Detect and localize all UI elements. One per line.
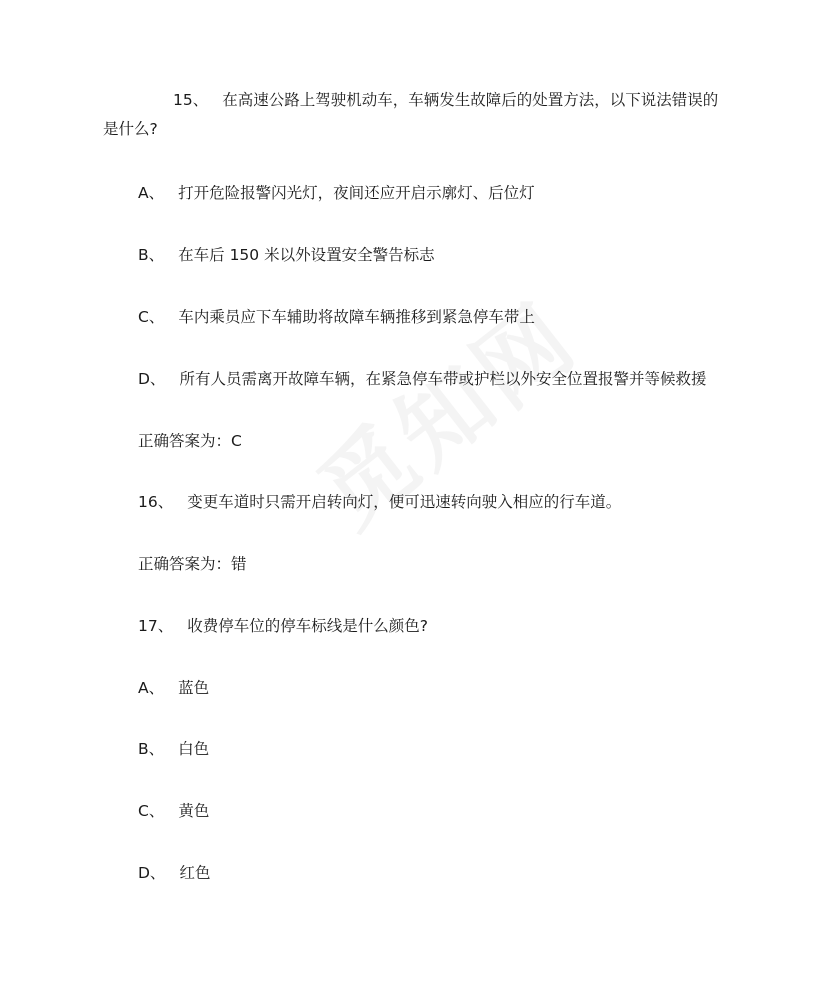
option-a [138,182,535,204]
option-letter: C、 [138,802,165,820]
answer-16: 正确答案为：错 [138,555,247,573]
option-c [138,306,535,328]
option-letter: B、 [138,740,165,758]
option-letter: D、 [138,864,166,882]
option-text: 打开危险报警闪光灯，夜间还应开启示廓灯、后位灯 [178,184,535,202]
option-b [138,244,435,266]
option-c [138,800,209,822]
question-15 [103,86,723,144]
question-number: 16、 [138,493,174,511]
option-letter: B、 [138,246,165,264]
question-number: 15、 [173,91,209,109]
option-letter: D、 [138,370,166,388]
question-text: 变更车道时只需开启转向灯，便可迅速转向驶入相应的行车道。 [187,493,622,511]
option-text: 蓝色 [178,679,210,697]
option-d [138,862,210,884]
option-text: 白色 [178,740,210,758]
option-letter: C、 [138,308,165,326]
option-letter: A、 [138,184,165,202]
option-text: 所有人员需离开故障车辆，在紧急停车带或护栏以外安全位置报警并等候救援 [179,370,707,388]
option-a [138,677,209,699]
question-number: 17、 [138,617,174,635]
option-text: 红色 [179,864,211,882]
answer-15: 正确答案为：C [138,432,242,450]
question-text: 在高速公路上驾驶机动车，车辆发生故障后的处置方法，以下说法错误的是什么? [103,91,719,138]
option-text: 车内乘员应下车辅助将故障车辆推移到紧急停车带上 [178,308,535,326]
option-b [138,738,209,760]
question-16 [138,491,621,513]
option-letter: A、 [138,679,165,697]
option-text: 在车后 150 米以外设置安全警告标志 [178,246,435,264]
question-17 [138,615,428,637]
option-text: 黄色 [178,802,210,820]
question-text: 收费停车位的停车标线是什么颜色? [187,617,428,635]
option-d [138,368,706,390]
